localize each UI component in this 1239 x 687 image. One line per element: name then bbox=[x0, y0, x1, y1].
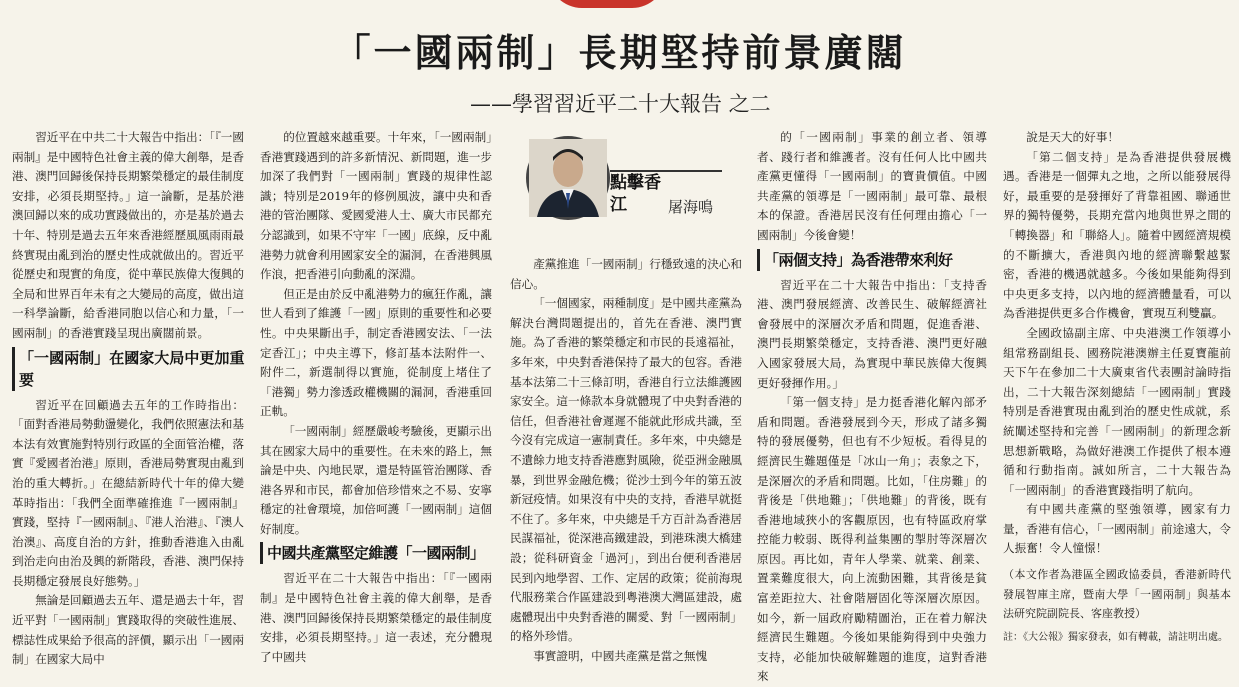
portrait-icon bbox=[529, 139, 607, 217]
subheadline: ——學習習近平二十大報告 之二 bbox=[470, 92, 771, 116]
paragraph: 有中國共產黨的堅強領導，國家有力量，香港有信心，「一國兩制」前途遠大，令人振奮！令人憧憬！ bbox=[1003, 502, 1231, 556]
author-bio: （本文作者為港區全國政協委員，香港新時代發展智庫主席，暨南大學「一國兩制」與基本法研究院副院長、客座教授） bbox=[1003, 568, 1231, 621]
paragraph: 無論是回顧過去五年、還是過去十年，習近平對「一國兩制」實踐取得的突破性進展、標誌性成果給予很高的評價，顯示出「一國兩制」在國家大局中 bbox=[12, 593, 244, 667]
author-box bbox=[518, 136, 740, 248]
paragraph: 的「一國兩制」事業的創立者、領導者、踐行者和維護者。沒有任何人比中國共產黨更懂得「一國兩制」的寶貴價值。中國共產黨的領導是「一國兩制」最可靠、最根本的保證。香港居民沒有任何理由擔心「一國兩制」今後會變！ bbox=[757, 130, 987, 242]
paragraph: 習近平在二十大報告中指出：「支持香港、澳門發展經濟、改善民生、破解經濟社會發展中的深層次矛盾和問題，促進香港、澳門長期繁榮穩定，支持香港、澳門更好融入國家發展大局，為實現中華民族偉大復興更好發揮作用。」 bbox=[757, 277, 987, 390]
paragraph: 「第二個支持」是為香港提供發展機遇。香港是一個彈丸之地，之所以能發展得好，最重要的是發揮好了背靠祖國、聯通世界的獨特優勢，長期充當內地與世界之間的「轉換器」和「聯絡人」。隨着中國經濟規模的不斷擴大，香港與內地的經濟聯繫越緊密，香港的機遇就越多。今後如果能夠得到中央更多支持，以內地的經濟體量看，可以為香港提供更多合作機會，實現互利雙贏。 bbox=[1003, 149, 1231, 321]
paragraph: 「一個國家，兩種制度」是中國共產黨為解決台灣問題提出的，首先在香港、澳門實施。為了香港的繁榮穩定和市民的長遠福祉，多年來，中央對香港保持了最大的包容。香港基本法第二十三條訂明，香港自行立法維護國家安全。這一條款本身就體現了中央對香港的信任，但香港社會遲遲不能就此形成共識，至今沒有完成這一憲制責任。多年來，中央總是不遺餘力地支持香港應對風險，從亞洲金融風暴，到世界金融危機；從沙士到今年的第五波新冠疫情。如果沒有中央的支持，香港早就挺不住了。多年來，中央總是千方百計為香港居民謀福祉，從深港高鐵建設，到港珠澳大橋建設；從科研資金「過河」，到出台便利香港居民到內地學習、工作、定居的政策；從前海現代服務業合作區建設到粵港澳大灣區建設，處處體現出中央對香港的關愛、對「一國兩制」的格外珍惜。 bbox=[510, 296, 742, 644]
paragraph: 「一國兩制」經歷嚴峻考驗後，更顯示出其在國家大局中的重要性。在未來的路上，無論是中央、內地民眾，還是特區管治團隊、香港各界和市民，都會加倍珍惜來之不易、安寧穩定的社會環境，加倍呵護「一國兩制」這個好制度。 bbox=[260, 423, 492, 536]
section-heading: 「兩個支持」為香港帶來利好 bbox=[757, 249, 987, 271]
copyright-note: 註：《大公報》獨家發表，如有轉載，請註明出處。 bbox=[1003, 631, 1228, 643]
paragraph: 習近平在回顧過去五年的工作時指出：「面對香港局勢動盪變化，我們依照憲法和基本法有效實施對特別行政區的全面管治權，落實『愛國者治港』原則，香港局勢實現由亂到治的重大轉折。」在總結新時代十年的偉大變革時指出：「我們全面準確推進『一國兩制』實踐，堅持『一國兩制』、『港人治港』、『澳人治澳』、高度自治的方針，推動香港進入由亂到治走向由治及興的新階段，香港、澳門保持長期穩定發展良好態勢。」 bbox=[12, 397, 244, 588]
section-heading: 「一國兩制」在國家大局中更加重要 bbox=[12, 347, 244, 391]
paragraph: 習近平在中共二十大報告中指出：「『一國兩制』是中國特色社會主義的偉大創舉，是香港、澳門回歸後保持長期繁榮穩定的最佳制度安排，必須長期堅持。」這一論斷，是基於港澳回歸以來的成功實踐做出的，亦是基於過去十年、特別是過去五年來香港經歷風風雨雨最終實現由亂到治的歷史性成就做出的。習近平從歷史和現實的角度，從中華民族偉大復興的全局和世界百年未有之大變局的高度，做出這一科學論斷，給香港同胞以信心和力量，「一國兩制」的香港實踐呈現出廣闊前景。 bbox=[12, 130, 244, 340]
article-column-2 bbox=[260, 128, 492, 668]
author-photo bbox=[526, 136, 610, 220]
paragraph: 全國政協副主席、中央港澳工作領導小組常務副組長、國務院港澳辦主任夏寶龍前天下午在參加二十大廣東省代表團討論時指出，二十大報告深刻總結「一國兩制」實踐特別是香港實現由亂到治的歷史性成就，系統闡述堅持和完善「一國兩制」的新理念新思想新戰略，為做好港澳工作提供了根本遵循和行動指南。誠如所言，二十大報告為「一國兩制」的香港實踐指明了航向。 bbox=[1003, 325, 1231, 497]
paragraph: 產黨推進「一國兩制」行穩致遠的決心和信心。 bbox=[510, 257, 742, 291]
article-column-4 bbox=[757, 128, 987, 684]
column-kicker: 點擊香江 bbox=[610, 173, 661, 215]
paragraph: 的位置越來越重要。十年來，「一國兩制」香港實踐遇到的許多新情況、新問題，進一步加深了我們對「一國兩制」實踐的規律性認識；特別是2019年的修例風波，讓中央和香港的管治團隊、愛國愛港人士、廣大市民都充分認識到，如果不守牢「一國」底線，反中亂港勢力就會利用國家安全的漏洞，在香港興風作浪，把香港引向動亂的深淵。 bbox=[260, 130, 492, 282]
author-name: 屠海鳴 bbox=[668, 198, 714, 216]
paragraph: 但正是由於反中亂港勢力的瘋狂作亂，讓世人看到了維護「一國」原則的重要性和必要性。中央果斷出手，制定香港國安法、「一法定香江」；中央主導下，修訂基本法附件一、附件二，新選制得以實施，從制度上堵住了「港獨」勢力滲透政權機關的漏洞，香港重回正軌。 bbox=[260, 286, 492, 419]
paragraph: 說是天大的好事！ bbox=[1026, 130, 1119, 144]
article-column-5 bbox=[1003, 128, 1231, 668]
paragraph: 「第一個支持」是力挺香港化解內部矛盾和問題。香港發展到今天，形成了諸多獨特的發展優勢，但也有不少短板。看得見的經濟民生難題僅是「冰山一角」；表象之下，是深層次的矛盾和問題。比如，「住房難」的背後是「供地難」；「供地難」的背後，既有香港地域狹小的客觀原因，也有特區政府掌控能力較弱、既得利益集團的掣肘等深層次原因。再比如，青年人學業、就業、創業、置業難度很大，向上流動困難，其背後是貧富差距拉大、社會階層固化等深層次原因。如今，新一屆政府勵精圖治，正在着力解決經濟民生難題。今後如果能夠得到中央強力支持，必能加快破解難題的進度，這對香港來 bbox=[757, 395, 987, 684]
article-column-3 bbox=[510, 255, 742, 667]
headline: 「一國兩制」長期堅持前景廣闊 bbox=[332, 31, 907, 75]
paragraph: 事實證明，中國共產黨是當之無愧 bbox=[533, 648, 708, 663]
article-column-1 bbox=[12, 128, 244, 668]
top-ornament bbox=[548, 0, 666, 8]
paragraph: 習近平在二十大報告中指出：「『一國兩制』是中國特色社會主義的偉大創舉，是香港、澳門回歸後保持長期繁榮穩定的最佳制度安排，必須長期堅持。」這一表述，充分體現了中國共 bbox=[260, 571, 492, 664]
section-heading: 中國共產黨堅定維護「一國兩制」 bbox=[260, 542, 492, 564]
